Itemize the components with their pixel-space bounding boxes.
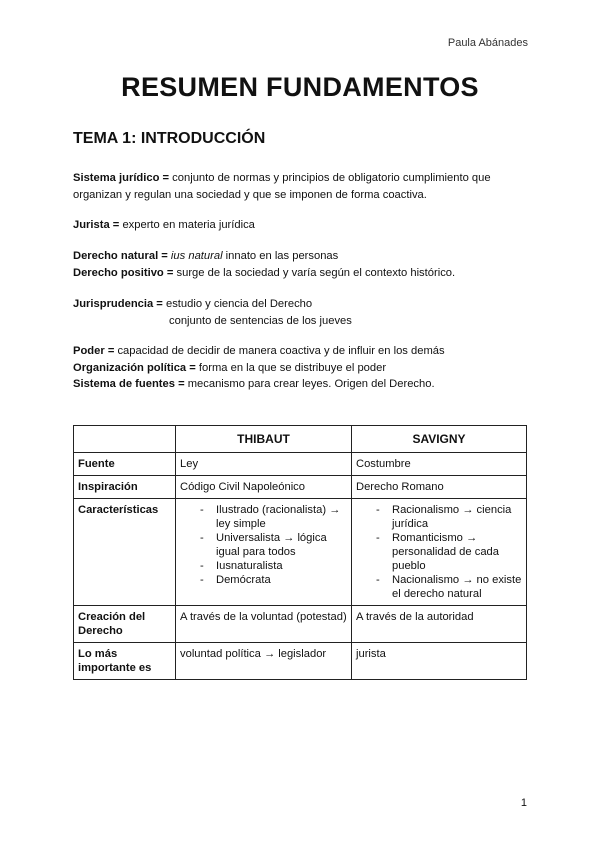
definitions-block xyxy=(73,343,528,393)
cell-thibaut xyxy=(176,499,352,606)
definition-text: forma en la que se distribuye el poder xyxy=(195,361,387,374)
cell-savigny: jurista xyxy=(352,643,527,680)
term: Derecho positivo = xyxy=(73,266,174,279)
term: Jurista = xyxy=(73,219,120,231)
definition-jurisprudencia-2: conjunto de sentencias de los jueves xyxy=(169,314,352,327)
row-label: Lo más importante es xyxy=(74,643,176,680)
definitions-block xyxy=(73,296,528,329)
term: Derecho natural = xyxy=(73,250,168,262)
table-header-thibaut: THIBAUT xyxy=(176,426,352,453)
table-header-row xyxy=(74,426,527,453)
definition-text: innato en las personas xyxy=(222,250,339,262)
table-row xyxy=(74,453,527,476)
comparison-table xyxy=(73,425,527,680)
row-label: Características xyxy=(74,499,176,606)
cell-thibaut: A través de la voluntad (potestad) xyxy=(176,606,352,643)
table-row xyxy=(74,643,527,680)
definition-text: capacidad de decidir de manera coactiva y de influir en los demás xyxy=(114,345,445,357)
list-item: - Universalista → lógica igual para todos xyxy=(216,531,347,559)
cell-savigny: Costumbre xyxy=(352,453,527,476)
definition-text: estudio y ciencia del Derecho xyxy=(162,298,313,310)
row-label: Creación del Derecho xyxy=(74,606,176,643)
definitions-block xyxy=(73,248,528,281)
definitions-block xyxy=(73,217,528,234)
definition-sistema-juridico xyxy=(73,170,528,203)
cell-thibaut: voluntad política → legislador xyxy=(176,643,352,680)
definition-derecho-positivo xyxy=(73,265,528,282)
table-header-savigny: SAVIGNY xyxy=(352,426,527,453)
definition-sistema-fuentes xyxy=(73,376,528,393)
definition-italic: ius natural xyxy=(167,250,223,262)
definition-text: mecanismo para crear leyes. Origen del Derecho. xyxy=(184,378,435,390)
characteristics-list-savigny xyxy=(356,503,522,601)
list-item: - Romanticismo → personalidad de cada pueblo xyxy=(392,531,522,573)
term: Sistema de fuentes = xyxy=(73,378,185,390)
table-row xyxy=(74,476,527,499)
definition-text: conjunto de normas y principios de obligatorio cumplimiento que organizan y regulan una sociedad y que se imponen de forma coactiva. xyxy=(73,172,491,201)
row-label: Fuente xyxy=(74,453,176,476)
list-item: - Nacionalismo → no existe el derecho natural xyxy=(392,573,522,601)
table-row xyxy=(74,606,527,643)
list-item: - Racionalismo → ciencia jurídica xyxy=(392,503,522,531)
author-name: Paula Abánades xyxy=(447,37,528,49)
cell-savigny xyxy=(352,499,527,606)
cell-thibaut: Ley xyxy=(176,453,352,476)
term: Poder = xyxy=(73,345,115,357)
list-item: - Demócrata xyxy=(216,573,347,587)
definition-jurisprudencia xyxy=(73,296,528,313)
cell-thibaut: Código Civil Napoleónico xyxy=(176,476,352,499)
definitions-block xyxy=(73,170,528,203)
term: Organización política = xyxy=(73,361,196,374)
characteristics-list-thibaut xyxy=(180,503,347,587)
table-header-empty xyxy=(74,426,176,453)
definition-text: experto en materia jurídica xyxy=(119,219,255,231)
definition-derecho-natural xyxy=(73,248,528,265)
definition-jurista xyxy=(73,217,528,234)
definition-poder xyxy=(73,343,528,360)
list-item: - Ilustrado (racionalista) → ley simple xyxy=(216,503,347,531)
document-title: RESUMEN FUNDAMENTOS xyxy=(121,72,479,102)
cell-savigny: A través de la autoridad xyxy=(352,606,527,643)
section-title: TEMA 1: INTRODUCCIÓN xyxy=(73,130,266,147)
definition-text: surge de la sociedad y varía según el contexto histórico. xyxy=(173,266,456,279)
term: Jurisprudencia = xyxy=(73,298,163,310)
list-item: - Iusnaturalista xyxy=(216,559,347,573)
definition-organizacion-politica xyxy=(73,360,528,377)
table-row xyxy=(74,499,527,606)
page-number: 1 xyxy=(520,797,527,809)
row-label: Inspiración xyxy=(74,476,176,499)
term: Sistema jurídico = xyxy=(73,172,170,184)
cell-savigny: Derecho Romano xyxy=(352,476,527,499)
